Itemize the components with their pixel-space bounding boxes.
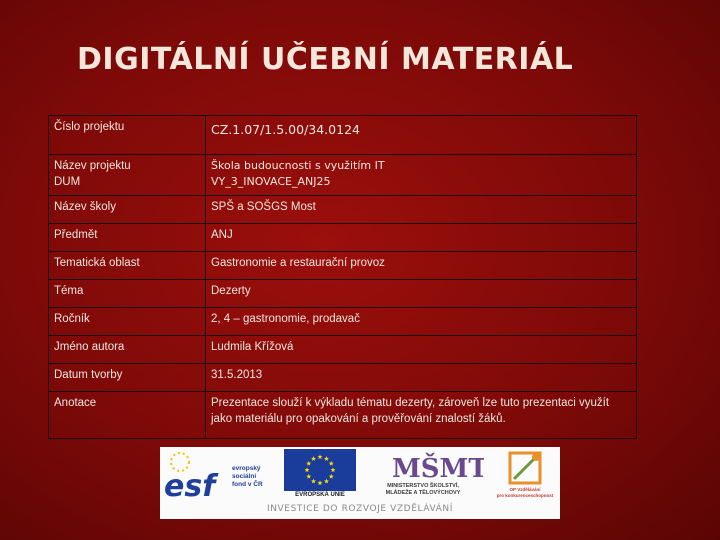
table-row	[49, 308, 637, 336]
logo-strip	[160, 447, 560, 519]
row-value: 31.5.2013	[206, 364, 637, 392]
row-label: Předmět	[49, 224, 206, 252]
row-value: CZ.1.07/1.5.00/34.0124	[206, 116, 637, 155]
row-value: ANJ	[206, 224, 637, 252]
table-row	[49, 336, 637, 364]
row-value: Ludmila Křížová	[206, 336, 637, 364]
row-label: Téma	[49, 280, 206, 308]
esf-mark: esf	[164, 469, 216, 501]
eu-logo	[284, 449, 356, 501]
row-label: Datum tvorby	[49, 364, 206, 392]
table-row	[49, 116, 637, 155]
esf-logo	[162, 449, 278, 501]
row-label: Ročník	[49, 308, 206, 336]
op-logo	[492, 449, 558, 503]
row-value: Gastronomie a restaurační provoz	[206, 252, 637, 280]
table-row	[49, 252, 637, 280]
page-title: DIGITÁLNÍ UČEBNÍ MATERIÁL	[77, 42, 574, 77]
table-row	[49, 392, 637, 439]
msmt-text: MINISTERSTVO ŠKOLSTVÍ, MLÁDEŽE A TĚLOVÝCHOVY	[385, 483, 461, 496]
row-value: Prezentace slouží k výkladu tématu dezerty, zároveň lze tuto prezentaci využít jako materiálu pro opakování a prověřování znalostí žáků.	[206, 392, 637, 439]
row-value: SPŠ a SOŠGS Most	[206, 196, 637, 224]
table-row	[49, 280, 637, 308]
row-label: Anotace	[49, 392, 206, 439]
op-text: OP Vzdělávání pro konkurenceschopnost	[496, 487, 554, 498]
table-row	[49, 364, 637, 392]
msmt-mark: MŠMT	[392, 454, 484, 484]
row-label: Jméno autora	[49, 336, 206, 364]
row-label: Název školy	[49, 196, 206, 224]
row-value: 2, 4 – gastronomie, prodavač	[206, 308, 637, 336]
eu-flag-icon	[284, 449, 356, 491]
row-label: Tematická oblast	[49, 252, 206, 280]
table-row	[49, 224, 637, 252]
row-value: Dezerty	[206, 280, 637, 308]
msmt-logo	[362, 447, 484, 503]
project-info-table	[48, 115, 637, 439]
row-label: Číslo projektu	[49, 116, 206, 155]
row-value: Škola budoucnosti s využitím IT VY_3_INOVACE_ANJ25	[206, 155, 637, 196]
investment-slogan: INVESTICE DO ROZVOJE VZDĚLÁVÁNÍ	[266, 504, 454, 514]
esf-text: evropský sociální fond v ČR	[232, 465, 263, 488]
op-icon	[492, 449, 558, 489]
msmt-icon	[362, 447, 484, 485]
table-row	[49, 196, 637, 224]
row-label: Název projektu DUM	[49, 155, 206, 196]
table-row	[49, 155, 637, 196]
eu-text: EVROPSKÁ UNIE	[295, 492, 345, 498]
